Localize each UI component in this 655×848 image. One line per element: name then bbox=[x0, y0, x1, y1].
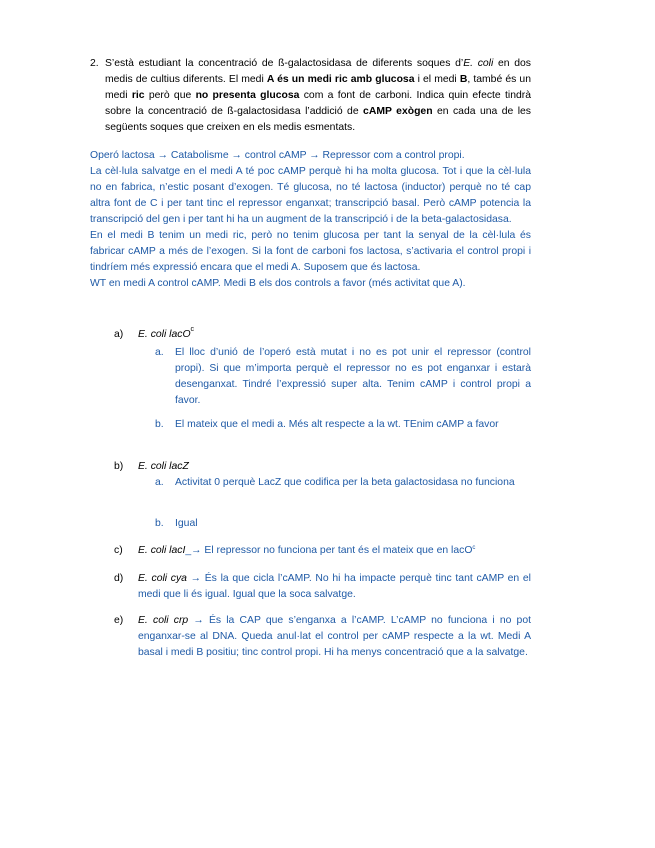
answer-paragraph: La cèl·lula salvatge en el medi A té poc cAMP perquè hi ha molta glucosa. Tot i que la cèl·lula no en fabrica, n’estic posant d’exogen. Té glucosa, no té lactosa (inductor) perquè no té cap altra font de C i per tant tinc el repressor enganxat; transcripció basal. Però cAMP potencia la transcripció del gen i per tant hi ha un augment de la transcripció i de la beta-galactosidasa. bbox=[90, 166, 531, 225]
strain-name: E. coli lacZ bbox=[138, 461, 189, 472]
item-label: a) bbox=[114, 329, 124, 340]
item-label: d) bbox=[114, 573, 124, 584]
answer-paragraph: En el medi B tenim un medi ric, però no tenim glucosa per tant la senyal de la cèl·lula és fabricar cAMP a més de l’exogen. Si la font de carboni fos lactosa, s’activaria el control propi i tindríem més expressió encara que el medi A. Suposem que és lactosa. bbox=[90, 230, 531, 273]
answer-paragraph: Operó lactosa → Catabolisme → control cAMP → Repressor com a control propi. bbox=[90, 150, 465, 161]
item-label: b) bbox=[114, 461, 124, 472]
question-text: S’està estudiant la concentració de ß-galactosidasa de diferents soques d’E. coli en dos medis de cultius diferents. El medi A és un medi ric amb glucosa i el medi B, també és un medi ric però que no presenta glucosa com a font de carboni. Indica quin efecte tindrà sobre la concentració de ß-galactosidasa l’addició de cAMP exògen en cada una de les següents soques que creixen en els medis esmentats. bbox=[105, 58, 531, 133]
item-d: d) E. coli cya → És la que cicla l’cAMP. No hi ha impacte perquè tinc tant cAMP en el medi que li és igual. Igual que la soca salvatge. bbox=[114, 573, 531, 600]
strain-name: E. coli crp bbox=[138, 615, 189, 626]
item-b bbox=[90, 459, 531, 475]
item-a-sub-a: a. El lloc d’unió de l’operó està mutat i no es pot unir el repressor (control propi). Si que m’importa perquè el repressor no es pot enganxar i estarà desenganxat. Tindré l’expressió super alta. Tenim cAMP i control propi a favor. bbox=[155, 347, 531, 406]
item-b-sub-b: b. Igual bbox=[155, 518, 198, 529]
strain-name: E. coli lacO bbox=[138, 329, 191, 340]
item-c: c) E. coli lacI_→ El repressor no funciona per tant és el mateix que en lacO$^c$ bbox=[90, 543, 531, 559]
answer-paragraph: WT en medi A control cAMP. Medi B els dos controls a favor (més activitat que A). bbox=[90, 278, 466, 289]
question-number: 2. bbox=[90, 58, 99, 69]
item-a: a) E. coli lacO$^c$ bbox=[90, 327, 531, 343]
strain-name: E. coli cya bbox=[138, 573, 187, 584]
item-e: e) E. coli crp → És la CAP que s’enganxa a l’cAMP. L’cAMP no funciona i no pot enganxar-se al DNA. Queda anul·lat el control per cAMP respecte a la wt. Medi A basal i medi B positiu; tinc control propi. Hi ha menys concentració que a la salvatge. bbox=[114, 615, 531, 658]
item-a-sub-b: b. El mateix que el medi a. Més alt respecte a la wt. TEnim cAMP a favor bbox=[155, 419, 499, 430]
answer-block bbox=[90, 148, 531, 292]
strain-name: E. coli lacI bbox=[138, 545, 186, 556]
question-block bbox=[90, 56, 531, 136]
item-b-sub-a: a. Activitat 0 perquè LacZ que codifica per la beta galactosidasa no funciona bbox=[155, 477, 515, 488]
item-label: e) bbox=[114, 615, 124, 626]
item-label: c) bbox=[114, 545, 123, 556]
